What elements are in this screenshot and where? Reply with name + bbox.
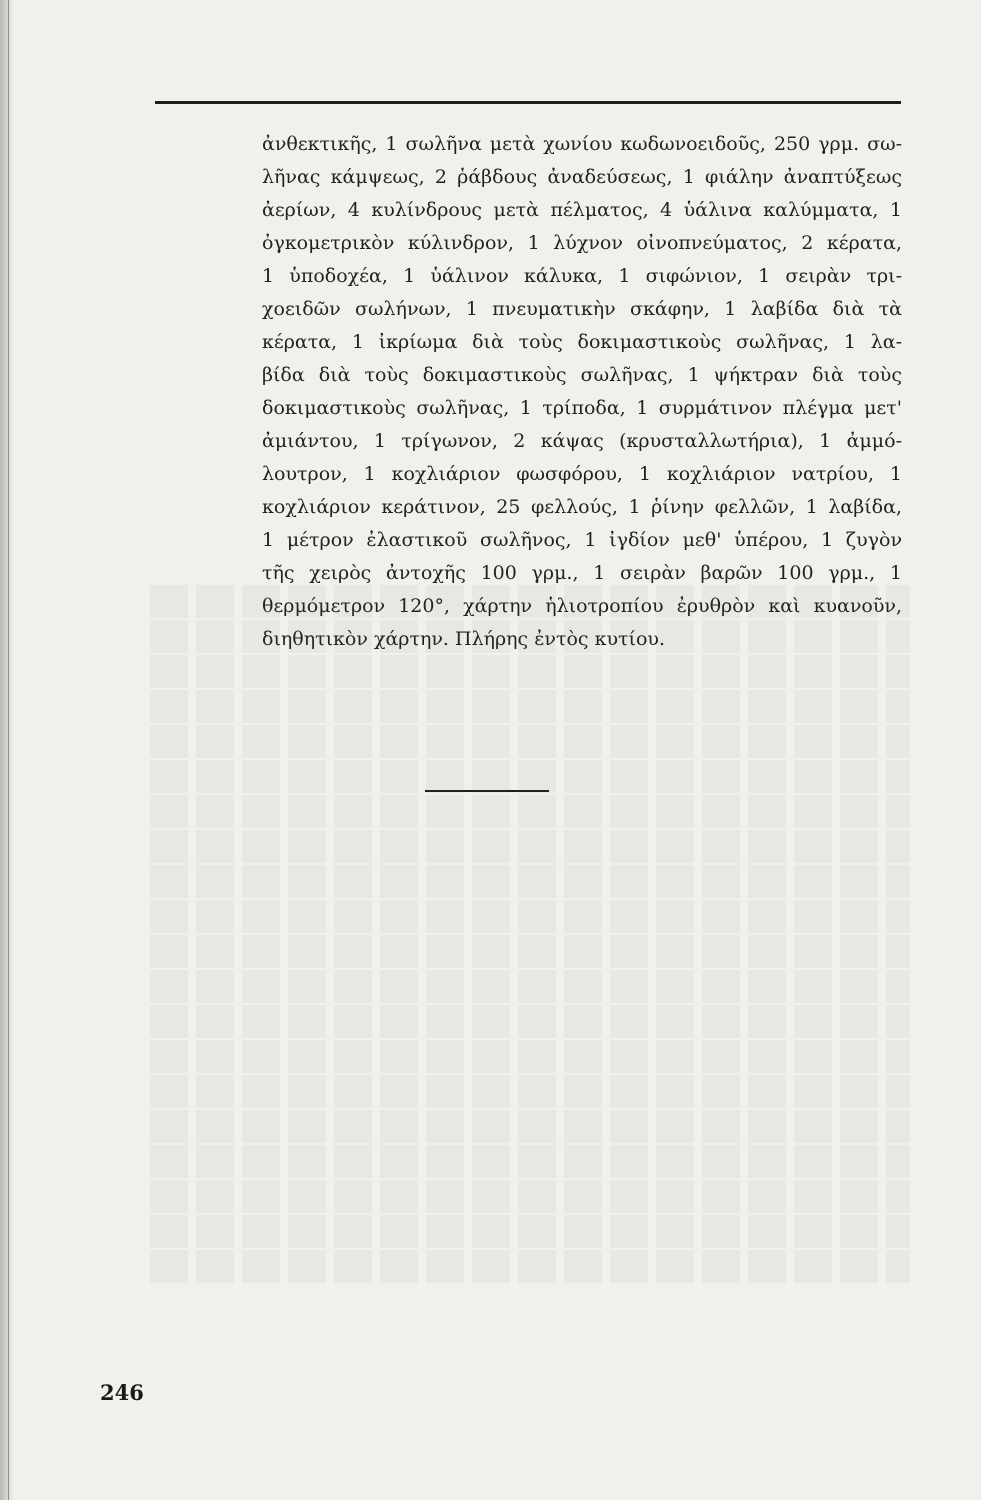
text-line: ἀνθεκτικῆς, 1 σωλῆνα μετὰ χωνίου κωδωνοειδοῦς, 250 γρμ. σω-	[262, 133, 902, 155]
text-line: λῆνας κάμψεως, 2 ῥάβδους ἀναδεύσεως, 1 φιάλην ἀναπτύξεως	[262, 166, 902, 188]
text-line: χοειδῶν σωλήνων, 1 πνευματικὴν σκάφην, 1 λαβίδα διὰ τὰ	[262, 298, 902, 320]
end-rule	[425, 790, 549, 792]
text-line: 1 ὑποδοχέα, 1 ὑάλινον κάλυκα, 1 σιφώνιον, 1 σειρὰν τρι-	[262, 265, 902, 287]
text-line: βίδα διὰ τοὺς δοκιμαστικοὺς σωλῆνας, 1 ψήκτραν διὰ τοὺς	[262, 364, 902, 386]
binding-line	[8, 0, 9, 1500]
text-line: 1 μέτρον ἐλαστικοῦ σωλῆνος, 1 ἰγδίον μεθ' ὑπέρου, 1 ζυγὸν	[262, 529, 902, 551]
bleed-through-texture	[150, 585, 910, 1305]
body-text	[262, 128, 902, 656]
text-line: λουτρον, 1 κοχλιάριον φωσφόρου, 1 κοχλιάριον νατρίου, 1	[262, 463, 902, 485]
text-line: θερμόμετρον 120°, χάρτην ἡλιοτροπίου ἐρυθρὸν καὶ κυανοῦν,	[262, 595, 902, 617]
text-line: κοχλιάριον κεράτινον, 25 φελλούς, 1 ῥίνην φελλῶν, 1 λαβίδα,	[262, 496, 902, 518]
text-line: ὀγκομετρικὸν κύλινδρον, 1 λύχνον οἰνοπνεύματος, 2 κέρατα,	[262, 232, 902, 254]
top-rule	[155, 101, 901, 104]
text-line: δοκιμαστικοὺς σωλῆνας, 1 τρίποδα, 1 συρμάτινον πλέγμα μετ'	[262, 397, 902, 419]
binding-edge	[0, 0, 14, 1500]
text-line: διηθητικὸν χάρτην. Πλήρης ἐντὸς κυτίου.	[262, 628, 666, 650]
text-line: ἀερίων, 4 κυλίνδρους μετὰ πέλματος, 4 ὑάλινα καλύμματα, 1	[262, 199, 902, 221]
text-line: τῆς χειρὸς ἀντοχῆς 100 γρμ., 1 σειρὰν βαρῶν 100 γρμ., 1	[262, 562, 902, 584]
text-line: ἀμιάντου, 1 τρίγωνον, 2 κάψας (κρυσταλλωτήρια), 1 ἀμμό-	[262, 430, 902, 452]
page-number: 246	[100, 1380, 144, 1405]
text-line: κέρατα, 1 ἰκρίωμα διὰ τοὺς δοκιμαστικοὺς σωλῆνας, 1 λα-	[262, 331, 902, 353]
